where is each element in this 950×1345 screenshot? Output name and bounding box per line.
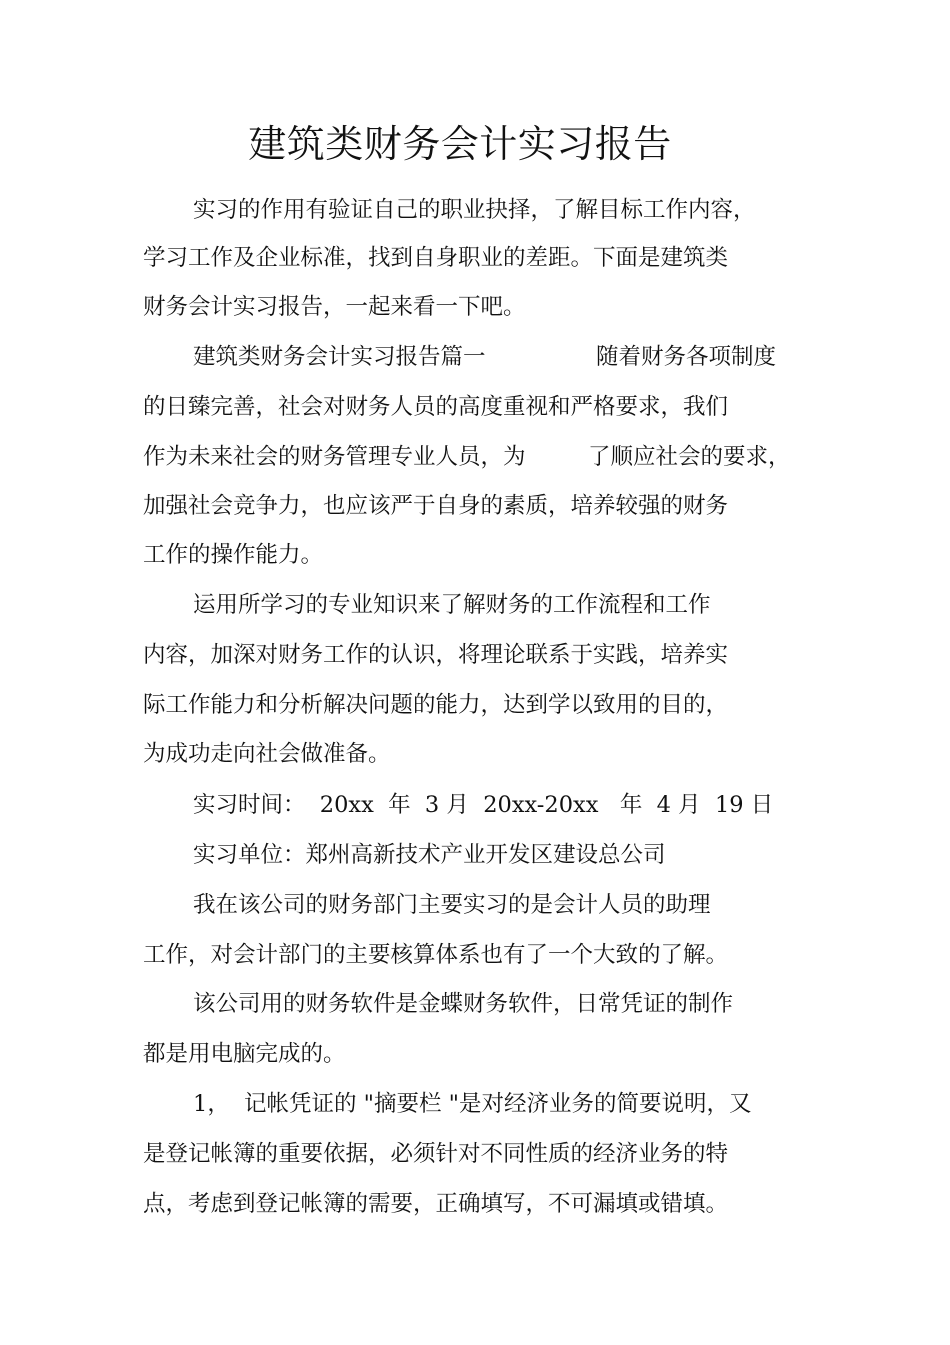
paragraph-line: 了顺应社会的要求， [588, 444, 791, 470]
paragraph-line: 学习工作及企业标准，找到自身职业的差距。下面是建筑类 [143, 245, 729, 271]
list-number: 1， [193, 1091, 230, 1117]
paragraph-line: 运用所学习的专业知识来了解财务的工作流程和工作 [193, 592, 711, 618]
paragraph-line: 我在该公司的财务部门主要实习的是会计人员的助理 [193, 892, 711, 918]
paragraph-line: 点，考虑到登记帐簿的需要，正确填写，不可漏填或错填。 [143, 1191, 729, 1217]
paragraph-line: 工作，对会计部门的主要核算体系也有了一个大致的了解。 [143, 942, 729, 968]
document-title: 建筑类财务会计实习报告 [248, 122, 672, 166]
paragraph-line: 内容，加深对财务工作的认识，将理论联系于实践，培养实 [143, 642, 729, 668]
paragraph-line: 实习的作用有验证自己的职业抉择，了解目标工作内容， [193, 197, 756, 223]
section-heading: 建筑类财务会计实习报告篇一 [193, 344, 486, 370]
paragraph-line: 际工作能力和分析解决问题的能力，达到学以致用的目的， [143, 692, 729, 718]
paragraph-line: 记帐凭证的 "摘要栏 "是对经济业务的简要说明，又 [244, 1091, 752, 1117]
paragraph-line: 随着财务各项制度 [596, 344, 777, 370]
paragraph-line: 的日臻完善，社会对财务人员的高度重视和严格要求，我们 [143, 394, 729, 420]
paragraph-line: 作为未来社会的财务管理专业人员，为 [143, 444, 526, 470]
paragraph-line: 是登记帐簿的重要依据，必须针对不同性质的经济业务的特 [143, 1141, 729, 1167]
paragraph-line: 加强社会竞争力，也应该严于自身的素质，培养较强的财务 [143, 493, 729, 519]
paragraph-line: 都是用电脑完成的。 [143, 1041, 346, 1067]
paragraph-line: 为成功走向社会做准备。 [143, 741, 391, 767]
paragraph-line: 工作的操作能力。 [143, 542, 324, 568]
paragraph-line: 该公司用的财务软件是金蝶财务软件，日常凭证的制作 [193, 991, 734, 1017]
internship-time: 实习时间： 20xx 年 3 月 20xx-20xx 年 4 月 19 日 [193, 792, 774, 818]
internship-unit: 实习单位：郑州高新技术产业开发区建设总公司 [193, 842, 666, 868]
paragraph-line: 财务会计实习报告，一起来看一下吧。 [143, 294, 526, 320]
